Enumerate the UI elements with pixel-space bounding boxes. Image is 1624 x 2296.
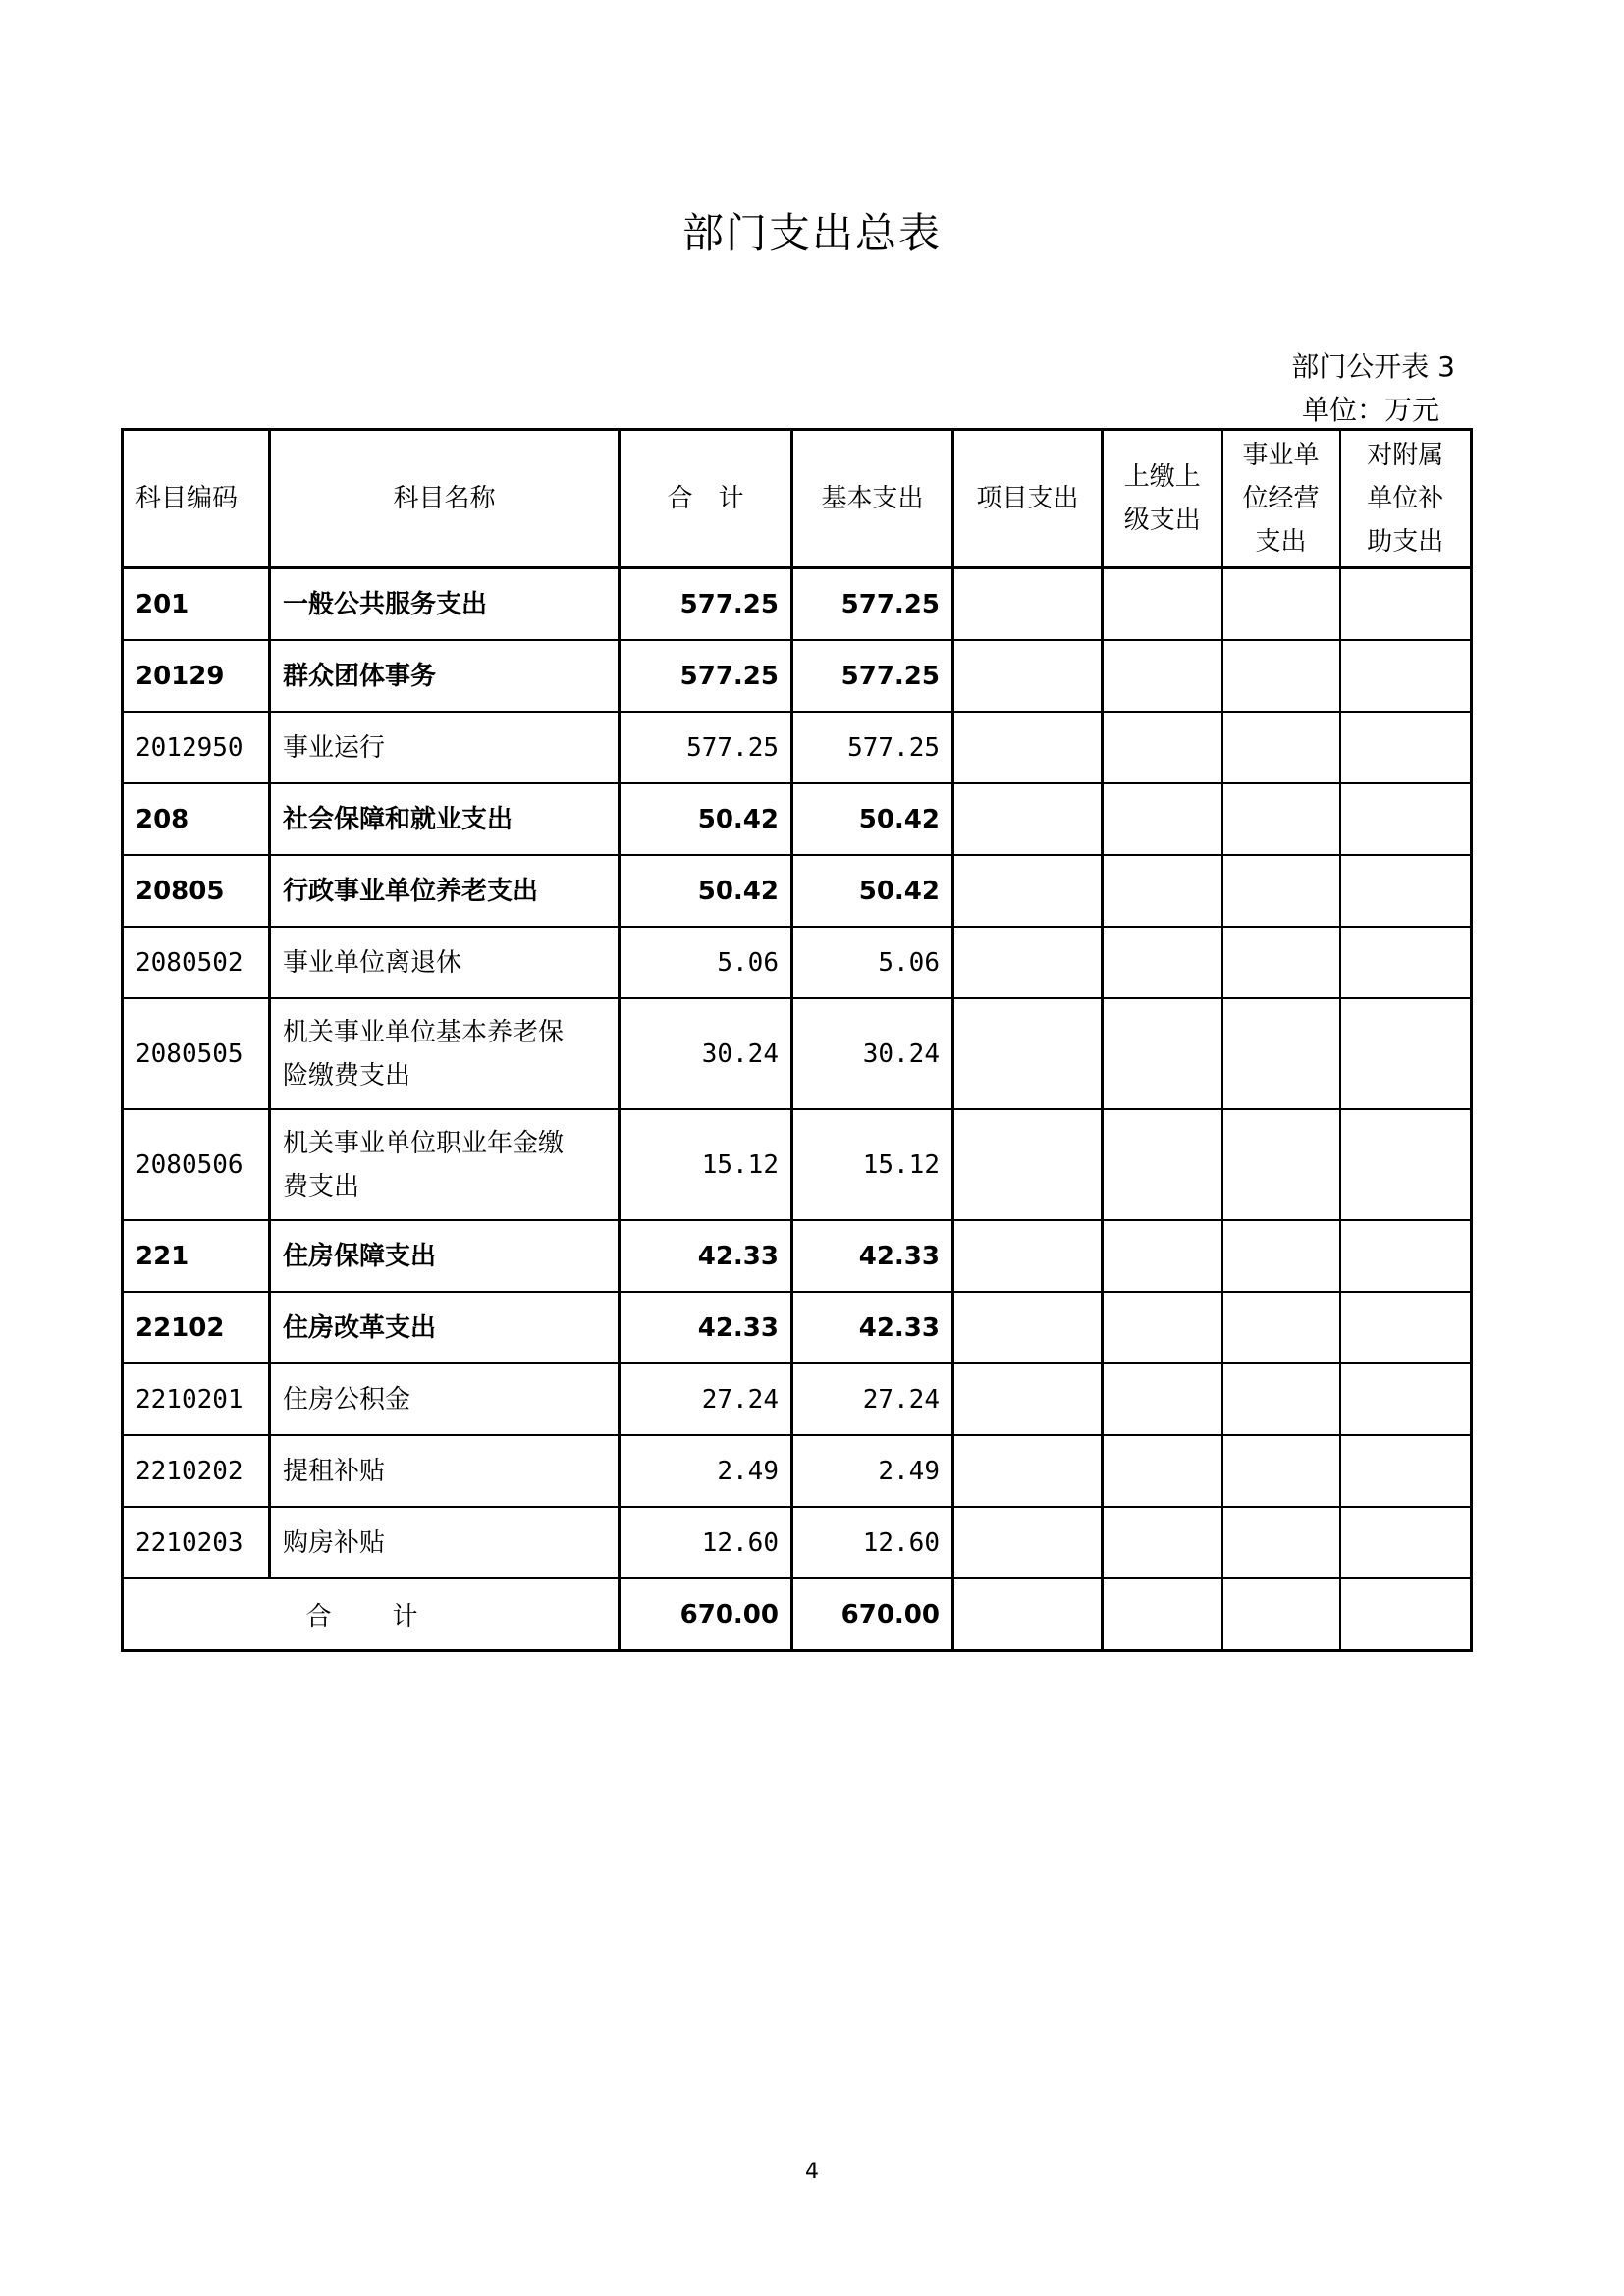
row-code: 201 (123, 568, 270, 641)
row-name: 事业运行 (270, 712, 620, 783)
form-label: 部门公开表 3 (1291, 350, 1455, 383)
row-name: 社会保障和就业支出 (270, 783, 620, 855)
row-basic: 50.42 (792, 783, 953, 855)
row-project (953, 855, 1103, 927)
total-basic: 670.00 (792, 1578, 953, 1651)
table-row (123, 1292, 1472, 1363)
row-code: 221 (123, 1220, 270, 1292)
header-biz-line2: 位经营 (1242, 484, 1320, 513)
row-total: 30.24 (620, 998, 792, 1109)
row-project (953, 998, 1103, 1109)
total-label: 合 计 (123, 1578, 620, 1651)
header-sub-line2: 单位补 (1367, 484, 1444, 513)
row-code: 2080505 (123, 998, 270, 1109)
row-basic: 577.25 (792, 640, 953, 712)
row-name-line1: 机关事业单位基本养老保 (283, 1017, 565, 1047)
row-code: 2080502 (123, 927, 270, 998)
row-total: 27.24 (620, 1363, 792, 1435)
table-row (123, 640, 1472, 712)
header-biz-line1: 事业单 (1242, 441, 1320, 470)
row-sub (1340, 1507, 1472, 1578)
row-upper (1103, 1220, 1222, 1292)
row-upper (1103, 998, 1222, 1109)
row-sub (1340, 1435, 1472, 1507)
row-upper (1103, 712, 1222, 783)
row-biz (1222, 998, 1340, 1109)
row-basic: 42.33 (792, 1292, 953, 1363)
row-biz (1222, 1435, 1340, 1507)
row-name: 行政事业单位养老支出 (270, 855, 620, 927)
row-sub (1340, 998, 1472, 1109)
row-code: 20805 (123, 855, 270, 927)
row-name (270, 998, 620, 1109)
row-biz (1222, 783, 1340, 855)
table-row (123, 783, 1472, 855)
row-sub (1340, 855, 1472, 927)
header-name: 科目名称 (270, 430, 620, 568)
total-upper (1103, 1578, 1222, 1651)
total-sub (1340, 1578, 1472, 1651)
row-project (953, 640, 1103, 712)
header-code: 科目编码 (123, 430, 270, 568)
row-biz (1222, 568, 1340, 641)
row-name-line2: 费支出 (283, 1171, 360, 1201)
row-name: 住房保障支出 (270, 1220, 620, 1292)
row-code: 22102 (123, 1292, 270, 1363)
row-upper (1103, 927, 1222, 998)
table-row (123, 1109, 1472, 1220)
row-sub (1340, 712, 1472, 783)
row-biz (1222, 927, 1340, 998)
header-upper (1103, 430, 1222, 568)
page-number: 4 (805, 2160, 819, 2184)
expense-table (121, 428, 1473, 1652)
header-row (123, 430, 1472, 568)
row-sub (1340, 1109, 1472, 1220)
row-project (953, 1292, 1103, 1363)
row-project (953, 1507, 1103, 1578)
row-sub (1340, 640, 1472, 712)
row-total: 50.42 (620, 783, 792, 855)
total-total: 670.00 (620, 1578, 792, 1651)
row-biz (1222, 1109, 1340, 1220)
row-name: 群众团体事务 (270, 640, 620, 712)
row-basic: 12.60 (792, 1507, 953, 1578)
header-project: 项目支出 (953, 430, 1103, 568)
table-row (123, 568, 1472, 641)
row-basic: 577.25 (792, 568, 953, 641)
row-project (953, 1109, 1103, 1220)
header-biz-line3: 支出 (1255, 527, 1307, 557)
row-project (953, 1363, 1103, 1435)
row-code: 2210203 (123, 1507, 270, 1578)
row-sub (1340, 927, 1472, 998)
row-upper (1103, 1363, 1222, 1435)
row-code: 2080506 (123, 1109, 270, 1220)
unit-label: 单位：万元 (1301, 394, 1439, 426)
row-total: 15.12 (620, 1109, 792, 1220)
row-code: 2210202 (123, 1435, 270, 1507)
row-biz (1222, 1220, 1340, 1292)
row-name: 事业单位离退休 (270, 927, 620, 998)
row-upper (1103, 1292, 1222, 1363)
row-upper (1103, 640, 1222, 712)
table-row (123, 712, 1472, 783)
row-name: 提租补贴 (270, 1435, 620, 1507)
row-total: 5.06 (620, 927, 792, 998)
header-basic: 基本支出 (792, 430, 953, 568)
table-row (123, 927, 1472, 998)
row-basic: 30.24 (792, 998, 953, 1109)
row-name: 住房改革支出 (270, 1292, 620, 1363)
row-code: 208 (123, 783, 270, 855)
row-sub (1340, 1363, 1472, 1435)
row-total: 2.49 (620, 1435, 792, 1507)
row-basic: 15.12 (792, 1109, 953, 1220)
header-sub-line3: 助支出 (1367, 527, 1444, 557)
header-biz (1222, 430, 1340, 568)
row-basic: 577.25 (792, 712, 953, 783)
table-row (123, 1507, 1472, 1578)
row-upper (1103, 1507, 1222, 1578)
row-name: 住房公积金 (270, 1363, 620, 1435)
row-project (953, 927, 1103, 998)
row-project (953, 1220, 1103, 1292)
row-code: 20129 (123, 640, 270, 712)
row-total: 12.60 (620, 1507, 792, 1578)
table-row (123, 1220, 1472, 1292)
row-sub (1340, 783, 1472, 855)
table-row (123, 998, 1472, 1109)
row-basic: 2.49 (792, 1435, 953, 1507)
row-biz (1222, 712, 1340, 783)
row-basic: 5.06 (792, 927, 953, 998)
page-title: 部门支出总表 (681, 209, 942, 257)
row-sub (1340, 1220, 1472, 1292)
table-row (123, 1363, 1472, 1435)
total-row (123, 1578, 1472, 1651)
total-project (953, 1578, 1103, 1651)
row-total: 577.25 (620, 568, 792, 641)
row-basic: 42.33 (792, 1220, 953, 1292)
row-name-line1: 机关事业单位职业年金缴 (283, 1128, 565, 1158)
row-name-line2: 险缴费支出 (283, 1060, 411, 1091)
row-project (953, 712, 1103, 783)
row-code: 2210201 (123, 1363, 270, 1435)
row-total: 577.25 (620, 712, 792, 783)
row-code: 2012950 (123, 712, 270, 783)
row-project (953, 568, 1103, 641)
row-name (270, 1109, 620, 1220)
row-basic: 50.42 (792, 855, 953, 927)
header-total: 合 计 (620, 430, 792, 568)
row-biz (1222, 1363, 1340, 1435)
row-project (953, 1435, 1103, 1507)
row-upper (1103, 855, 1222, 927)
header-upper-line1: 上缴上 (1123, 462, 1201, 492)
row-upper (1103, 568, 1222, 641)
row-sub (1340, 568, 1472, 641)
row-name: 购房补贴 (270, 1507, 620, 1578)
total-biz (1222, 1578, 1340, 1651)
row-biz (1222, 1507, 1340, 1578)
row-total: 42.33 (620, 1292, 792, 1363)
row-basic: 27.24 (792, 1363, 953, 1435)
row-upper (1103, 1435, 1222, 1507)
table-row (123, 1435, 1472, 1507)
header-upper-line2: 级支出 (1123, 506, 1201, 535)
row-sub (1340, 1292, 1472, 1363)
header-sub (1340, 430, 1472, 568)
row-total: 50.42 (620, 855, 792, 927)
row-biz (1222, 855, 1340, 927)
row-upper (1103, 1109, 1222, 1220)
table-row (123, 855, 1472, 927)
row-total: 42.33 (620, 1220, 792, 1292)
row-biz (1222, 1292, 1340, 1363)
header-sub-line1: 对附属 (1367, 441, 1444, 470)
row-name: 一般公共服务支出 (270, 568, 620, 641)
row-project (953, 783, 1103, 855)
row-total: 577.25 (620, 640, 792, 712)
row-upper (1103, 783, 1222, 855)
row-biz (1222, 640, 1340, 712)
